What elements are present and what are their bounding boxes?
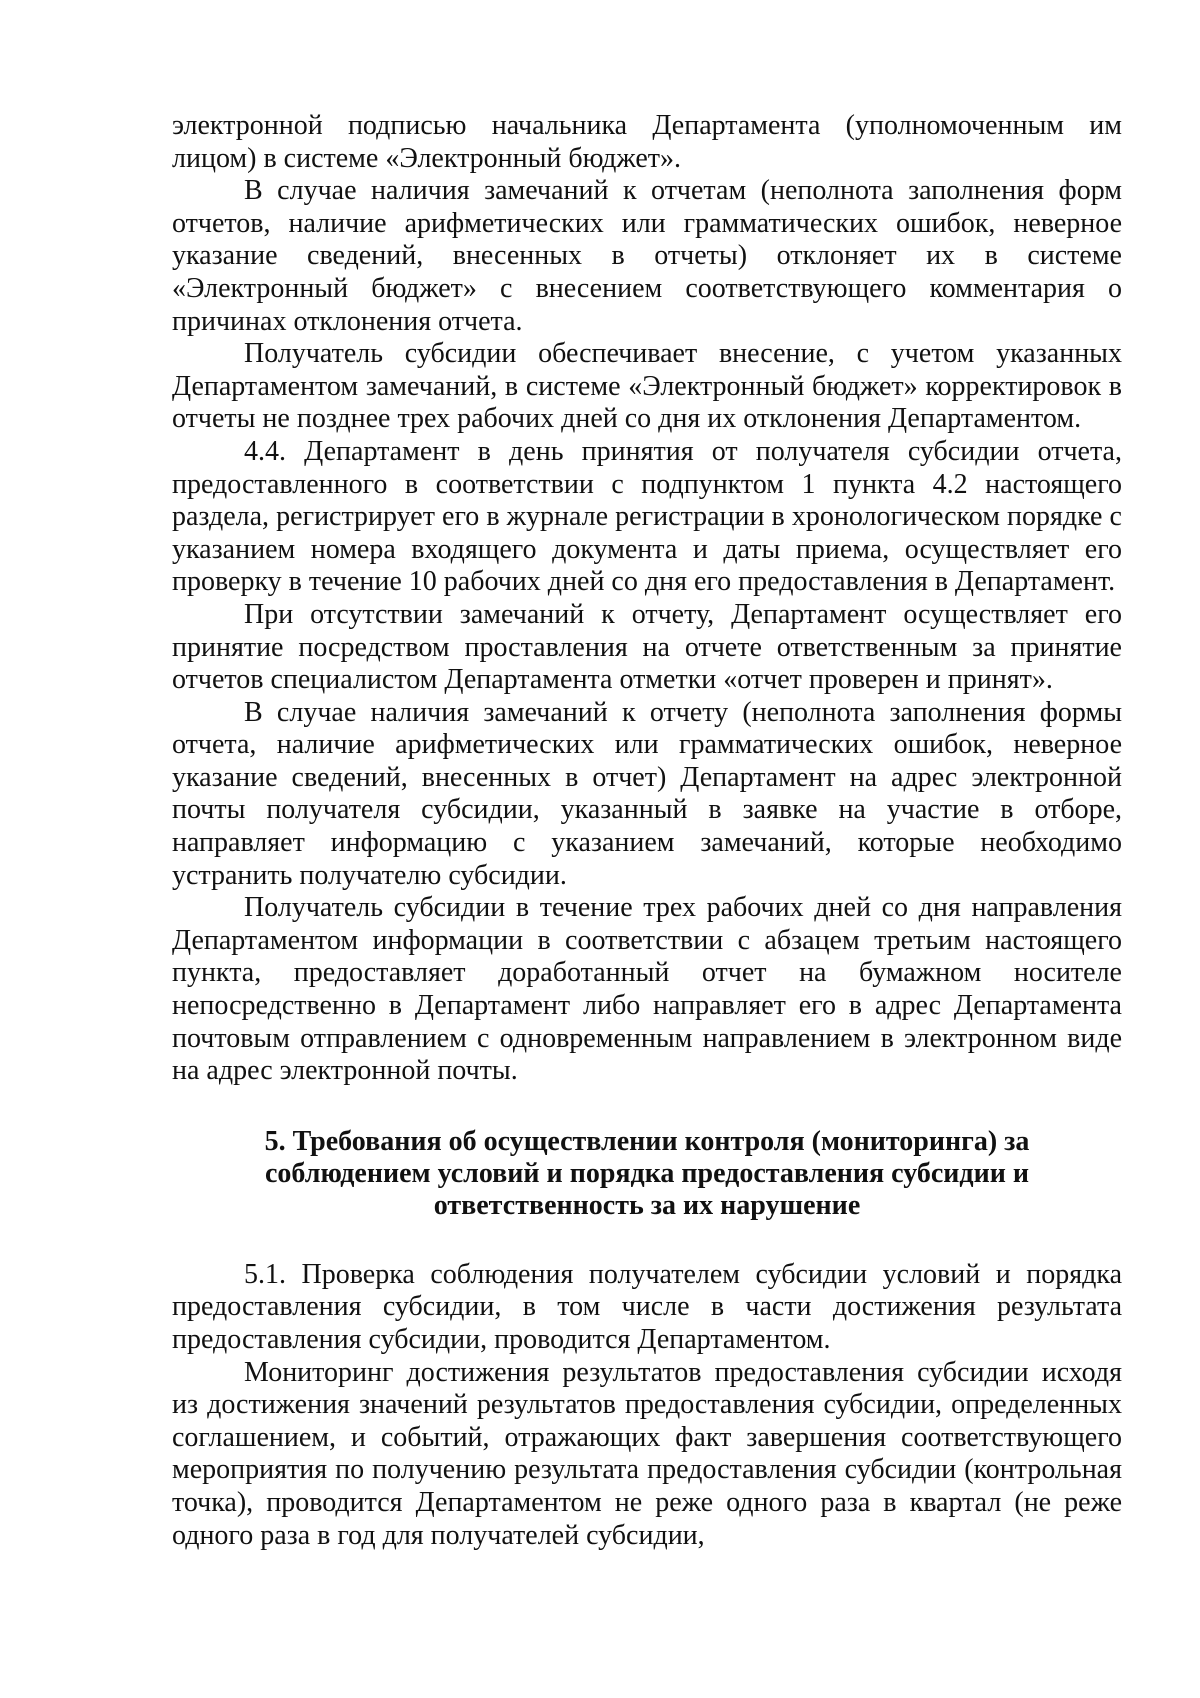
paragraph-revised-report: Получатель субсидии в течение трех рабочих дней со дня направления Департаментом информации в соответствии с абзацем третьим настоящего пункта, предоставляет доработанный отчет на бумажном носителе непосредственно в Департамент либо направляет его в адрес Департамента почтовым отправлением с одновременным направлением в электронном виде на адрес электронной почты. <box>172 892 1122 1087</box>
heading-line: 5. Требования об осуществлении контроля (мониторинга) за <box>264 1125 1030 1157</box>
paragraph-remarks-report: В случае наличия замечаний к отчету (неполнота заполнения формы отчета, наличие арифметических или грамматических ошибок, неверное указание сведений, внесенных в отчет) Департамент на адрес электронной почты получателя субсидии, указанный в заявке на участие в отборе, направляет информацию с указанием замечаний, которые необходимо устранить получателю субсидии. <box>172 696 1122 891</box>
paragraph-signature: электронной подписью начальника Департамента (уполномоченным им лицом) в системе «Электронный бюджет». <box>172 110 1122 174</box>
paragraph-5-1: 5.1. Проверка соблюдения получателем субсидии условий и порядка предоставления субсидии, в том числе в части достижения результата предоставления субсидии, проводится Департаментом. <box>172 1258 1122 1355</box>
paragraph-4-4: 4.4. Департамент в день принятия от получателя субсидии отчета, предоставленного в соответствии с подпунктом 1 пункта 4.2 настоящего раздела, регистрирует его в журнале регистрации в хронологическом порядке с указанием номера входящего документа и даты приема, осуществляет его проверку в течение 10 рабочих дней со дня его предоставления в Департамент. <box>172 435 1122 598</box>
heading-line: соблюдением условий и порядка предоставления субсидии и <box>265 1157 1029 1189</box>
paragraph-remarks-reports: В случае наличия замечаний к отчетам (неполнота заполнения форм отчетов, наличие арифметических или грамматических ошибок, неверное указание сведений, внесенных в отчеты) отклоняет их в системе «Электронный бюджет» с внесением соответствующего комментария о причинах отклонения отчета. <box>172 175 1122 337</box>
heading-line: ответственность за их нарушение <box>433 1189 861 1221</box>
section-5-heading <box>172 1126 1122 1222</box>
paragraph-no-remarks: При отсутствии замечаний к отчету, Департамент осуществляет его принятие посредством проставления на отчете ответственным за принятие отчетов специалистом Департамента отметки «отчет проверен и принят». <box>172 598 1122 696</box>
paragraph-corrections: Получатель субсидии обеспечивает внесение, с учетом указанных Департаментом замечаний, в системе «Электронный бюджет» корректировок в отчеты не позднее трех рабочих дней со дня их отклонения Департаментом. <box>172 338 1122 435</box>
document-page <box>172 110 1122 1552</box>
paragraph-monitoring: Мониторинг достижения результатов предоставления субсидии исходя из достижения значений результатов предоставления субсидии, определенных соглашением, и событий, отражающих факт завершения соответствующего мероприятия по получению результата предоставления субсидии (контрольная точка), проводится Департаментом не реже одного раза в квартал (не реже одного раза в год для получателей субсидии, <box>172 1356 1122 1551</box>
